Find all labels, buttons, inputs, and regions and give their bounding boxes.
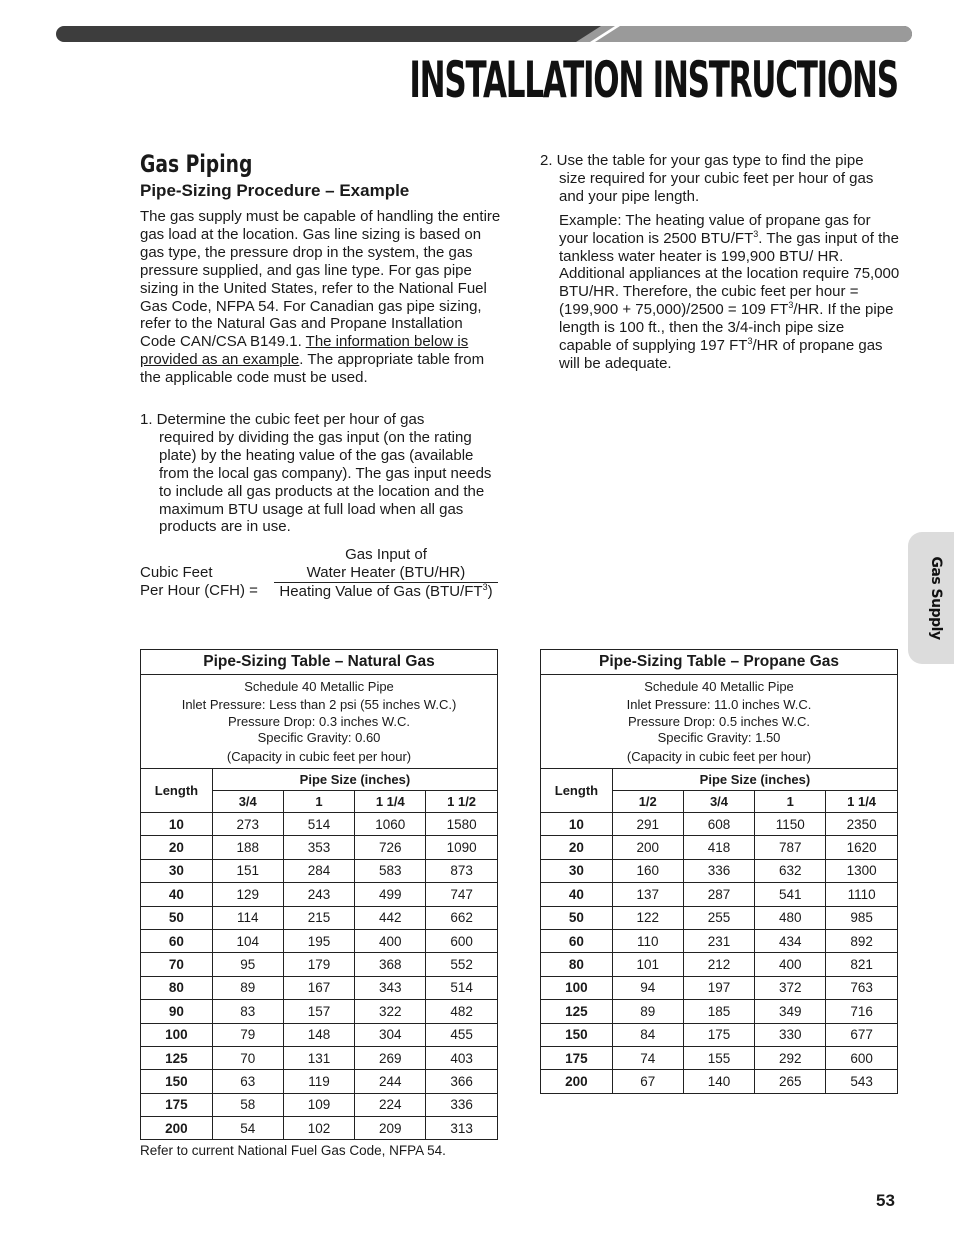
capacity-cell: 1620 <box>826 836 898 859</box>
capacity-cell: 1110 <box>826 883 898 906</box>
row-length: 30 <box>541 859 613 882</box>
capacity-cell: 102 <box>283 1117 355 1140</box>
formula-left: Cubic Feet Per Hour (CFH) = <box>140 564 258 599</box>
row-length: 10 <box>141 813 213 836</box>
row-length: 80 <box>541 953 613 976</box>
row-length: 200 <box>141 1117 213 1140</box>
capacity-cell: 287 <box>683 883 755 906</box>
capacity-cell: 541 <box>755 883 826 906</box>
capacity-cell: 726 <box>355 836 426 859</box>
capacity-cell: 336 <box>426 1093 498 1116</box>
row-length: 60 <box>541 929 613 952</box>
capacity-cell: 215 <box>283 906 355 929</box>
capacity-cell: 632 <box>755 859 826 882</box>
capacity-cell: 265 <box>755 1070 826 1093</box>
capacity-cell: 292 <box>755 1046 826 1069</box>
capacity-cell: 366 <box>426 1070 498 1093</box>
table-row <box>141 906 498 929</box>
row-length: 80 <box>141 976 213 999</box>
capacity-cell: 583 <box>355 859 426 882</box>
capacity-cell: 892 <box>826 929 898 952</box>
capacity-cell: 600 <box>426 929 498 952</box>
row-length: 50 <box>141 906 213 929</box>
table-row <box>541 1046 898 1069</box>
capacity-cell: 284 <box>283 859 355 882</box>
capacity-cell: 716 <box>826 1000 898 1023</box>
capacity-cell: 787 <box>755 836 826 859</box>
formula-fraction: Gas Input of Water Heater (BTU/HR) Heating Value of Gas $(BTU/FT^3)$ <box>274 546 498 601</box>
capacity-cell: 160 <box>612 859 683 882</box>
capacity-cell: 209 <box>355 1117 426 1140</box>
capacity-cell: 175 <box>683 1023 755 1046</box>
capacity-cell: 197 <box>683 976 755 999</box>
capacity-cell: 95 <box>212 953 283 976</box>
propane-gas-table <box>540 649 898 1094</box>
page-header-title: INSTALLATION INSTRUCTIONS <box>409 51 898 109</box>
row-length: 100 <box>141 1023 213 1046</box>
capacity-cell: 224 <box>355 1093 426 1116</box>
capacity-cell: 543 <box>826 1070 898 1093</box>
row-length: 10 <box>541 813 613 836</box>
capacity-cell: 514 <box>283 813 355 836</box>
section-title: Gas Piping <box>140 150 253 178</box>
length-header: Length <box>141 769 213 813</box>
pipe-size-header: Pipe Size (inches) <box>212 769 497 791</box>
capacity-cell: 2350 <box>826 813 898 836</box>
capacity-cell: 1090 <box>426 836 498 859</box>
cfh-formula <box>140 546 500 602</box>
table-row <box>141 976 498 999</box>
table-row <box>141 813 498 836</box>
row-length: 90 <box>141 1000 213 1023</box>
capacity-cell: 442 <box>355 906 426 929</box>
capacity-cell: 269 <box>355 1046 426 1069</box>
capacity-cell: 255 <box>683 906 755 929</box>
capacity-cell: 455 <box>426 1023 498 1046</box>
row-length: 50 <box>541 906 613 929</box>
capacity-cell: 89 <box>612 1000 683 1023</box>
capacity-cell: 400 <box>755 953 826 976</box>
capacity-cell: 101 <box>612 953 683 976</box>
table-row <box>141 1023 498 1046</box>
row-length: 100 <box>541 976 613 999</box>
capacity-cell: 89 <box>212 976 283 999</box>
capacity-cell: 434 <box>755 929 826 952</box>
row-length: 150 <box>541 1023 613 1046</box>
pipe-size-3: 1 1/4 <box>826 791 898 813</box>
row-length: 40 <box>541 883 613 906</box>
table-row <box>541 1000 898 1023</box>
table-row <box>541 836 898 859</box>
intro-paragraph: The gas supply must be capable of handling the entire gas load at the location. Gas line sizing is based on gas type, the pressure drop in the system, the gas pressure supplied, and gas line type. For gas pipe sizing in the United States, refer to the National Fuel Gas Code, NFPA 54. For Canadian gas pipe sizing, refer to the Natural Gas and Propane Installation Code CAN/CSA B149.1. The information below is provided as an example. The appropriate table from the applicable code must be used. <box>140 208 501 387</box>
natural-table-title: Pipe-Sizing Table – Natural Gas <box>141 650 498 675</box>
capacity-cell: 129 <box>212 883 283 906</box>
capacity-cell: 110 <box>612 929 683 952</box>
capacity-cell: 79 <box>212 1023 283 1046</box>
capacity-cell: 400 <box>355 929 426 952</box>
capacity-cell: 368 <box>355 953 426 976</box>
pipe-size-0: 1/2 <box>612 791 683 813</box>
table-row <box>541 813 898 836</box>
capacity-cell: 600 <box>826 1046 898 1069</box>
capacity-cell: 330 <box>755 1023 826 1046</box>
step-2: 2. Use the table for your gas type to find the pipe size required for your cubic feet per hour of gas and your pipe length. Example: The heating value of propane gas for your location is 2500 BTU/$FT^3$. The gas input of the tankless water heater is 199,900 BTU/ HR. Additional appliances at the location require 75,000 BTU/HR. Therefore, the cubic feet per hour = (199,900 + 75,000)/2500 = 109 $FT^3/HR$. If the pipe length is 100 ft., then the 3/4-inch pipe size capable of supplying 197 $FT^3/HR$ of propane gas will be adequate. <box>540 152 900 372</box>
capacity-cell: 167 <box>283 976 355 999</box>
propane-table-info: Schedule 40 Metallic Pipe Inlet Pressure: 11.0 inches W.C. Pressure Drop: 0.5 inches W.C. Specific Gravity: 1.50 (Capacity in cubic feet per hour) <box>541 675 898 769</box>
table-row <box>541 859 898 882</box>
capacity-cell: 662 <box>426 906 498 929</box>
capacity-cell: 403 <box>426 1046 498 1069</box>
table-row <box>141 1117 498 1140</box>
capacity-cell: 747 <box>426 883 498 906</box>
table-row <box>541 976 898 999</box>
pipe-size-1: 3/4 <box>683 791 755 813</box>
capacity-cell: 122 <box>612 906 683 929</box>
capacity-cell: 231 <box>683 929 755 952</box>
capacity-cell: 372 <box>755 976 826 999</box>
pipe-size-2: 1 1/4 <box>355 791 426 813</box>
capacity-cell: 480 <box>755 906 826 929</box>
capacity-cell: 304 <box>355 1023 426 1046</box>
row-length: 175 <box>141 1093 213 1116</box>
capacity-cell: 608 <box>683 813 755 836</box>
section-subtitle: Pipe-Sizing Procedure – Example <box>140 181 410 200</box>
capacity-cell: 482 <box>426 1000 498 1023</box>
table-row <box>541 883 898 906</box>
capacity-cell: 200 <box>612 836 683 859</box>
capacity-cell: 763 <box>826 976 898 999</box>
capacity-cell: 1060 <box>355 813 426 836</box>
capacity-cell: 821 <box>826 953 898 976</box>
row-length: 125 <box>541 1000 613 1023</box>
capacity-cell: 151 <box>212 859 283 882</box>
step-1: 1. Determine the cubic feet per hour of gas required by dividing the gas input (on the rating plate) by the heating value of the gas (available from the local gas company). The gas input needs to include all gas products at the location and the maximum BTU usage at full load when all gas products are in use. <box>140 411 492 536</box>
capacity-cell: 58 <box>212 1093 283 1116</box>
pipe-size-1: 1 <box>283 791 355 813</box>
capacity-cell: 74 <box>612 1046 683 1069</box>
table-row <box>141 1000 498 1023</box>
example-paragraph: Example: The heating value of propane gas for your location is 2500 BTU/$FT^3$. The gas input of the tankless water heater is 199,900 BTU/ HR. Additional appliances at the location require 75,000 BTU/HR. Therefore, the cubic feet per hour = (199,900 + 75,000)/2500 = 109 $FT^3/HR$. If the pipe length is 100 ft., then the 3/4-inch pipe size capable of supplying 197 $FT^3/HR$ of propane gas will be adequate. <box>559 211 900 372</box>
table-row <box>141 1046 498 1069</box>
capacity-cell: 322 <box>355 1000 426 1023</box>
table-row <box>541 929 898 952</box>
capacity-cell: 148 <box>283 1023 355 1046</box>
table-row <box>541 953 898 976</box>
table-row <box>141 929 498 952</box>
capacity-cell: 140 <box>683 1070 755 1093</box>
capacity-cell: 63 <box>212 1070 283 1093</box>
table-row <box>141 859 498 882</box>
length-header: Length <box>541 769 613 813</box>
capacity-cell: 1580 <box>426 813 498 836</box>
table-row <box>141 1093 498 1116</box>
side-tab-gas-supply[interactable]: Gas Supply <box>908 532 954 664</box>
capacity-cell: 70 <box>212 1046 283 1069</box>
capacity-cell: 212 <box>683 953 755 976</box>
header-bar <box>56 26 912 42</box>
table-row <box>541 1023 898 1046</box>
row-length: 70 <box>141 953 213 976</box>
pipe-size-3: 1 1/2 <box>426 791 498 813</box>
row-length: 200 <box>541 1070 613 1093</box>
capacity-cell: 54 <box>212 1117 283 1140</box>
capacity-cell: 291 <box>612 813 683 836</box>
capacity-cell: 185 <box>683 1000 755 1023</box>
natural-table-info: Schedule 40 Metallic Pipe Inlet Pressure: Less than 2 psi (55 inches W.C.) Pressure Drop: 0.3 inches W.C. Specific Gravity: 0.60 (Capacity in cubic feet per hour) <box>141 675 498 769</box>
example-note: The information below is provided as an example <box>140 333 469 369</box>
capacity-cell: 418 <box>683 836 755 859</box>
capacity-cell: 1300 <box>826 859 898 882</box>
capacity-cell: 67 <box>612 1070 683 1093</box>
capacity-cell: 349 <box>755 1000 826 1023</box>
capacity-cell: 137 <box>612 883 683 906</box>
capacity-cell: 499 <box>355 883 426 906</box>
pipe-size-0: 3/4 <box>212 791 283 813</box>
capacity-cell: 119 <box>283 1070 355 1093</box>
capacity-cell: 1150 <box>755 813 826 836</box>
pipe-size-header: Pipe Size (inches) <box>612 769 897 791</box>
page-number: 53 <box>876 1191 895 1210</box>
capacity-cell: 188 <box>212 836 283 859</box>
capacity-cell: 114 <box>212 906 283 929</box>
capacity-cell: 873 <box>426 859 498 882</box>
row-length: 150 <box>141 1070 213 1093</box>
capacity-cell: 94 <box>612 976 683 999</box>
capacity-cell: 84 <box>612 1023 683 1046</box>
table-row <box>141 836 498 859</box>
row-length: 20 <box>141 836 213 859</box>
capacity-cell: 179 <box>283 953 355 976</box>
capacity-cell: 104 <box>212 929 283 952</box>
capacity-cell: 353 <box>283 836 355 859</box>
capacity-cell: 195 <box>283 929 355 952</box>
capacity-cell: 109 <box>283 1093 355 1116</box>
table-row <box>141 953 498 976</box>
capacity-cell: 244 <box>355 1070 426 1093</box>
capacity-cell: 273 <box>212 813 283 836</box>
row-length: 125 <box>141 1046 213 1069</box>
propane-table-title: Pipe-Sizing Table – Propane Gas <box>541 650 898 675</box>
row-length: 20 <box>541 836 613 859</box>
capacity-cell: 83 <box>212 1000 283 1023</box>
capacity-cell: 677 <box>826 1023 898 1046</box>
table-row <box>141 883 498 906</box>
capacity-cell: 514 <box>426 976 498 999</box>
capacity-cell: 157 <box>283 1000 355 1023</box>
capacity-cell: 343 <box>355 976 426 999</box>
row-length: 175 <box>541 1046 613 1069</box>
row-length: 60 <box>141 929 213 952</box>
capacity-cell: 985 <box>826 906 898 929</box>
row-length: 30 <box>141 859 213 882</box>
table-row <box>541 906 898 929</box>
table-row <box>141 1070 498 1093</box>
capacity-cell: 336 <box>683 859 755 882</box>
capacity-cell: 313 <box>426 1117 498 1140</box>
table-footnote: Refer to current National Fuel Gas Code, NFPA 54. <box>140 1143 446 1158</box>
natural-gas-table <box>140 649 498 1140</box>
table-row <box>541 1070 898 1093</box>
capacity-cell: 552 <box>426 953 498 976</box>
pipe-size-2: 1 <box>755 791 826 813</box>
capacity-cell: 243 <box>283 883 355 906</box>
row-length: 40 <box>141 883 213 906</box>
capacity-cell: 155 <box>683 1046 755 1069</box>
capacity-cell: 131 <box>283 1046 355 1069</box>
